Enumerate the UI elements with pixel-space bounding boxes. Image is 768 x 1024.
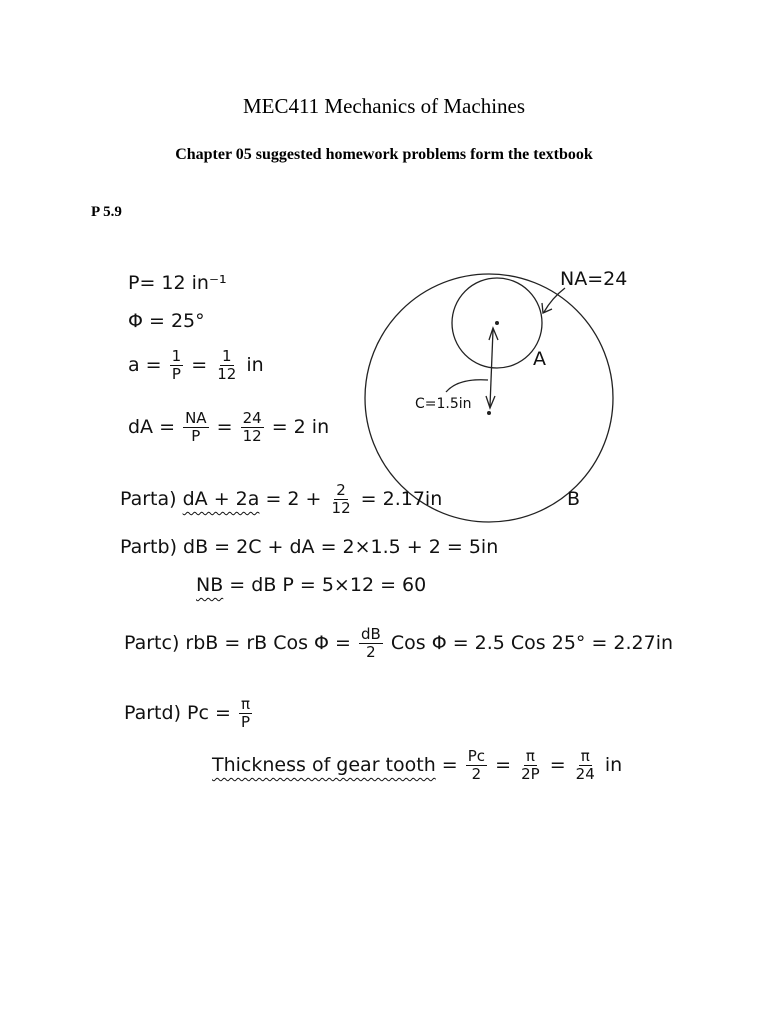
part-d-lhs: Pc = — [187, 702, 231, 724]
fraction-numerator: 24 — [242, 409, 262, 427]
fraction-numerator: 1 — [221, 347, 232, 365]
part-b-nb-expression: = dB P = 5×12 = 60 — [229, 574, 427, 596]
fraction-numerator: 2 — [336, 481, 346, 499]
na-label: NA=24 — [560, 268, 628, 290]
part-d-fraction-1 — [466, 748, 487, 783]
part-a-expression: dA + 2a — [182, 488, 260, 510]
addendum-unit: in — [246, 354, 264, 376]
addendum-fraction-2 — [215, 348, 238, 383]
part-c-fraction — [359, 626, 383, 661]
addendum-equals: = — [191, 354, 208, 376]
center-distance-arrow-top — [489, 328, 498, 340]
fraction-denominator: 12 — [217, 365, 237, 383]
dA-fraction-2 — [241, 410, 264, 445]
part-c-expression-1: rbB = rB Cos Φ = — [185, 632, 351, 654]
part-b — [120, 536, 498, 558]
fraction-denominator: 2P — [521, 765, 540, 783]
part-d-eq-3: = — [549, 754, 566, 776]
fraction-numerator: π — [240, 695, 250, 713]
given-pitch: P= 12 in⁻¹ — [128, 272, 227, 294]
part-a-rest: = 2 + — [265, 488, 322, 510]
part-d-unit: in — [604, 754, 623, 776]
part-c-label: Partc) — [124, 632, 180, 654]
document-title: MEC411 Mechanics of Machines — [242, 94, 526, 118]
dA-fraction-1 — [183, 410, 208, 445]
part-b-expression: dB = 2C + dA = 2×1.5 + 2 = 5in — [183, 536, 499, 558]
fraction-denominator: P — [171, 365, 181, 383]
part-d-label: Partd) — [124, 702, 181, 724]
dA-equals: = — [216, 416, 233, 438]
part-d — [124, 696, 254, 731]
part-d-fraction-2 — [519, 748, 542, 783]
fraction-denominator: P — [240, 713, 250, 731]
gear-b-center — [487, 411, 491, 415]
fraction-denominator: 24 — [575, 765, 595, 783]
b-label: B — [567, 488, 581, 510]
fraction-numerator: Pc — [467, 747, 486, 765]
fraction-denominator: 12 — [242, 427, 262, 445]
part-a-fraction — [330, 482, 353, 517]
fraction-denominator: 12 — [331, 499, 351, 517]
fraction-denominator: 2 — [471, 765, 482, 783]
part-b-teeth — [196, 574, 426, 596]
c-label: C=1.5in — [415, 396, 472, 412]
part-d-thickness — [212, 748, 622, 783]
part-d-thickness-label: Thickness of gear tooth — [212, 754, 436, 776]
part-c — [124, 626, 673, 661]
na-leader-arrow — [544, 288, 565, 312]
fraction-numerator: dB — [361, 625, 381, 643]
document-subtitle: Chapter 05 suggested homework problems form the textbook — [175, 146, 593, 163]
c-leader-line — [446, 380, 488, 392]
fraction-denominator: P — [191, 427, 201, 445]
addendum-lhs: a = — [128, 354, 162, 376]
addendum-fraction-1 — [170, 348, 184, 383]
a-label: A — [533, 348, 546, 370]
fraction-numerator: NA — [185, 409, 207, 427]
part-a-label: Parta) — [120, 488, 177, 510]
fraction-numerator: 1 — [171, 347, 182, 365]
given-phi: Φ = 25° — [128, 310, 205, 332]
part-d-eq-1: = — [441, 754, 458, 776]
given-addendum — [128, 348, 264, 383]
given-pitch-diameter-a — [128, 410, 329, 445]
part-d-fraction — [239, 696, 252, 731]
part-d-fraction-3 — [574, 748, 597, 783]
fraction-denominator: 2 — [366, 643, 376, 661]
fraction-numerator: π — [580, 747, 590, 765]
fraction-numerator: π — [525, 747, 535, 765]
part-c-expression-2: Cos Φ = 2.5 Cos 25° = 2.27in — [390, 632, 674, 654]
part-a-result: = 2.17in — [360, 488, 443, 510]
part-a — [120, 482, 442, 517]
part-b-label: Partb) — [120, 536, 177, 558]
part-d-eq-2: = — [495, 754, 512, 776]
gear-a-center — [495, 321, 499, 325]
dA-lhs: dA = — [128, 416, 176, 438]
part-b-nb: NB — [196, 574, 224, 596]
dA-result: = 2 in — [271, 416, 330, 438]
problem-label: P 5.9 — [91, 204, 122, 220]
